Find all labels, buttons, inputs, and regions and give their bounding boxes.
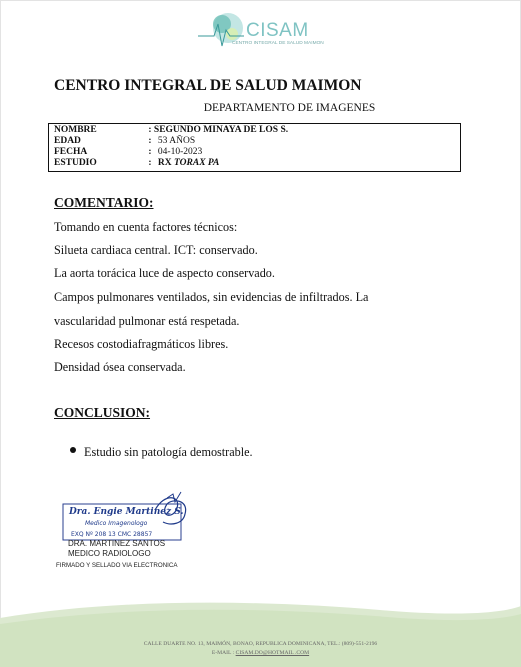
age-separator: : [148, 136, 152, 146]
comment-line: vascularidad pulmonar está respetada. [54, 314, 240, 328]
comment-line: Campos pulmonares ventilados, sin evidencias de infiltrados. La [54, 290, 369, 304]
comment-line: Recesos costodiafragmáticos libres. [54, 337, 229, 351]
footer-wave [0, 600, 521, 667]
organization-title: CENTRO INTEGRAL DE SALUD MAIMON [54, 77, 362, 94]
study-separator: : [148, 158, 152, 168]
comment-line: Tomando en cuenta factores técnicos: [54, 220, 238, 234]
patient-name-row [54, 125, 288, 135]
name-label: NOMBRE [54, 125, 97, 135]
patient-info-box [48, 123, 461, 172]
date-label: FECHA [54, 147, 88, 157]
conclusion-item: Estudio sin patología demostrable. [84, 445, 253, 459]
study-value: TORAX PA [174, 158, 220, 168]
email-label: E-MAIL : [211, 650, 235, 656]
name-separator: : [148, 125, 152, 135]
comment-heading: COMENTARIO: [54, 195, 154, 210]
stamp-doctor-name: Dra. Engie Martinez S. [69, 507, 184, 517]
logo-text: CISAM [246, 20, 309, 41]
email-link[interactable]: CISAM.DO@HOTMAIL .COM [235, 650, 310, 656]
comment-line: Densidad ósea conservada. [54, 360, 186, 374]
patient-age-row [54, 136, 195, 146]
date-separator: : [148, 147, 152, 157]
footer-email [0, 650, 521, 656]
signer-title: MEDICO RADIOLOGO [68, 549, 151, 558]
electronic-signature-note: FIRMADO Y SELLADO VIA ELECTRONICA [56, 562, 178, 569]
age-label: EDAD [54, 136, 81, 146]
cisam-logo [196, 6, 326, 54]
conclusion-heading: CONCLUSION: [54, 405, 151, 420]
logo-subtext: CENTRO INTEGRAL DE SALUD MAIMON [232, 41, 324, 46]
stamp-specialty: Medico Imagenologo [85, 520, 148, 527]
study-value-prefix: RX [157, 158, 172, 168]
stamp-license: EXQ Nº 208 13 CMC 28857 [71, 531, 153, 538]
signer-name: DRA. MARTINEZ SANTOS [68, 539, 166, 548]
footer-address: CALLE DUARTE NO. 13, MAIMÓN, BONAO, REPUBLICA DOMINICANA, TEL.: (809)-551-2196 [143, 641, 378, 647]
exam-date-row [54, 147, 202, 157]
patient-age-value: 53 AÑOS [157, 136, 196, 146]
exam-date-value: 04-10-2023 [157, 147, 203, 157]
comment-line: Silueta cardiaca central. ICT: conservado. [54, 243, 258, 257]
comment-line: La aorta torácica luce de aspecto conservado. [54, 266, 275, 280]
department-label: DEPARTAMENTO DE IMAGENES [203, 102, 376, 114]
department-title [0, 102, 521, 114]
bullet-icon [70, 447, 76, 453]
patient-name-value: SEGUNDO MINAYA DE LOS S. [153, 125, 289, 135]
study-label: ESTUDIO [54, 158, 97, 168]
study-row [54, 158, 219, 168]
